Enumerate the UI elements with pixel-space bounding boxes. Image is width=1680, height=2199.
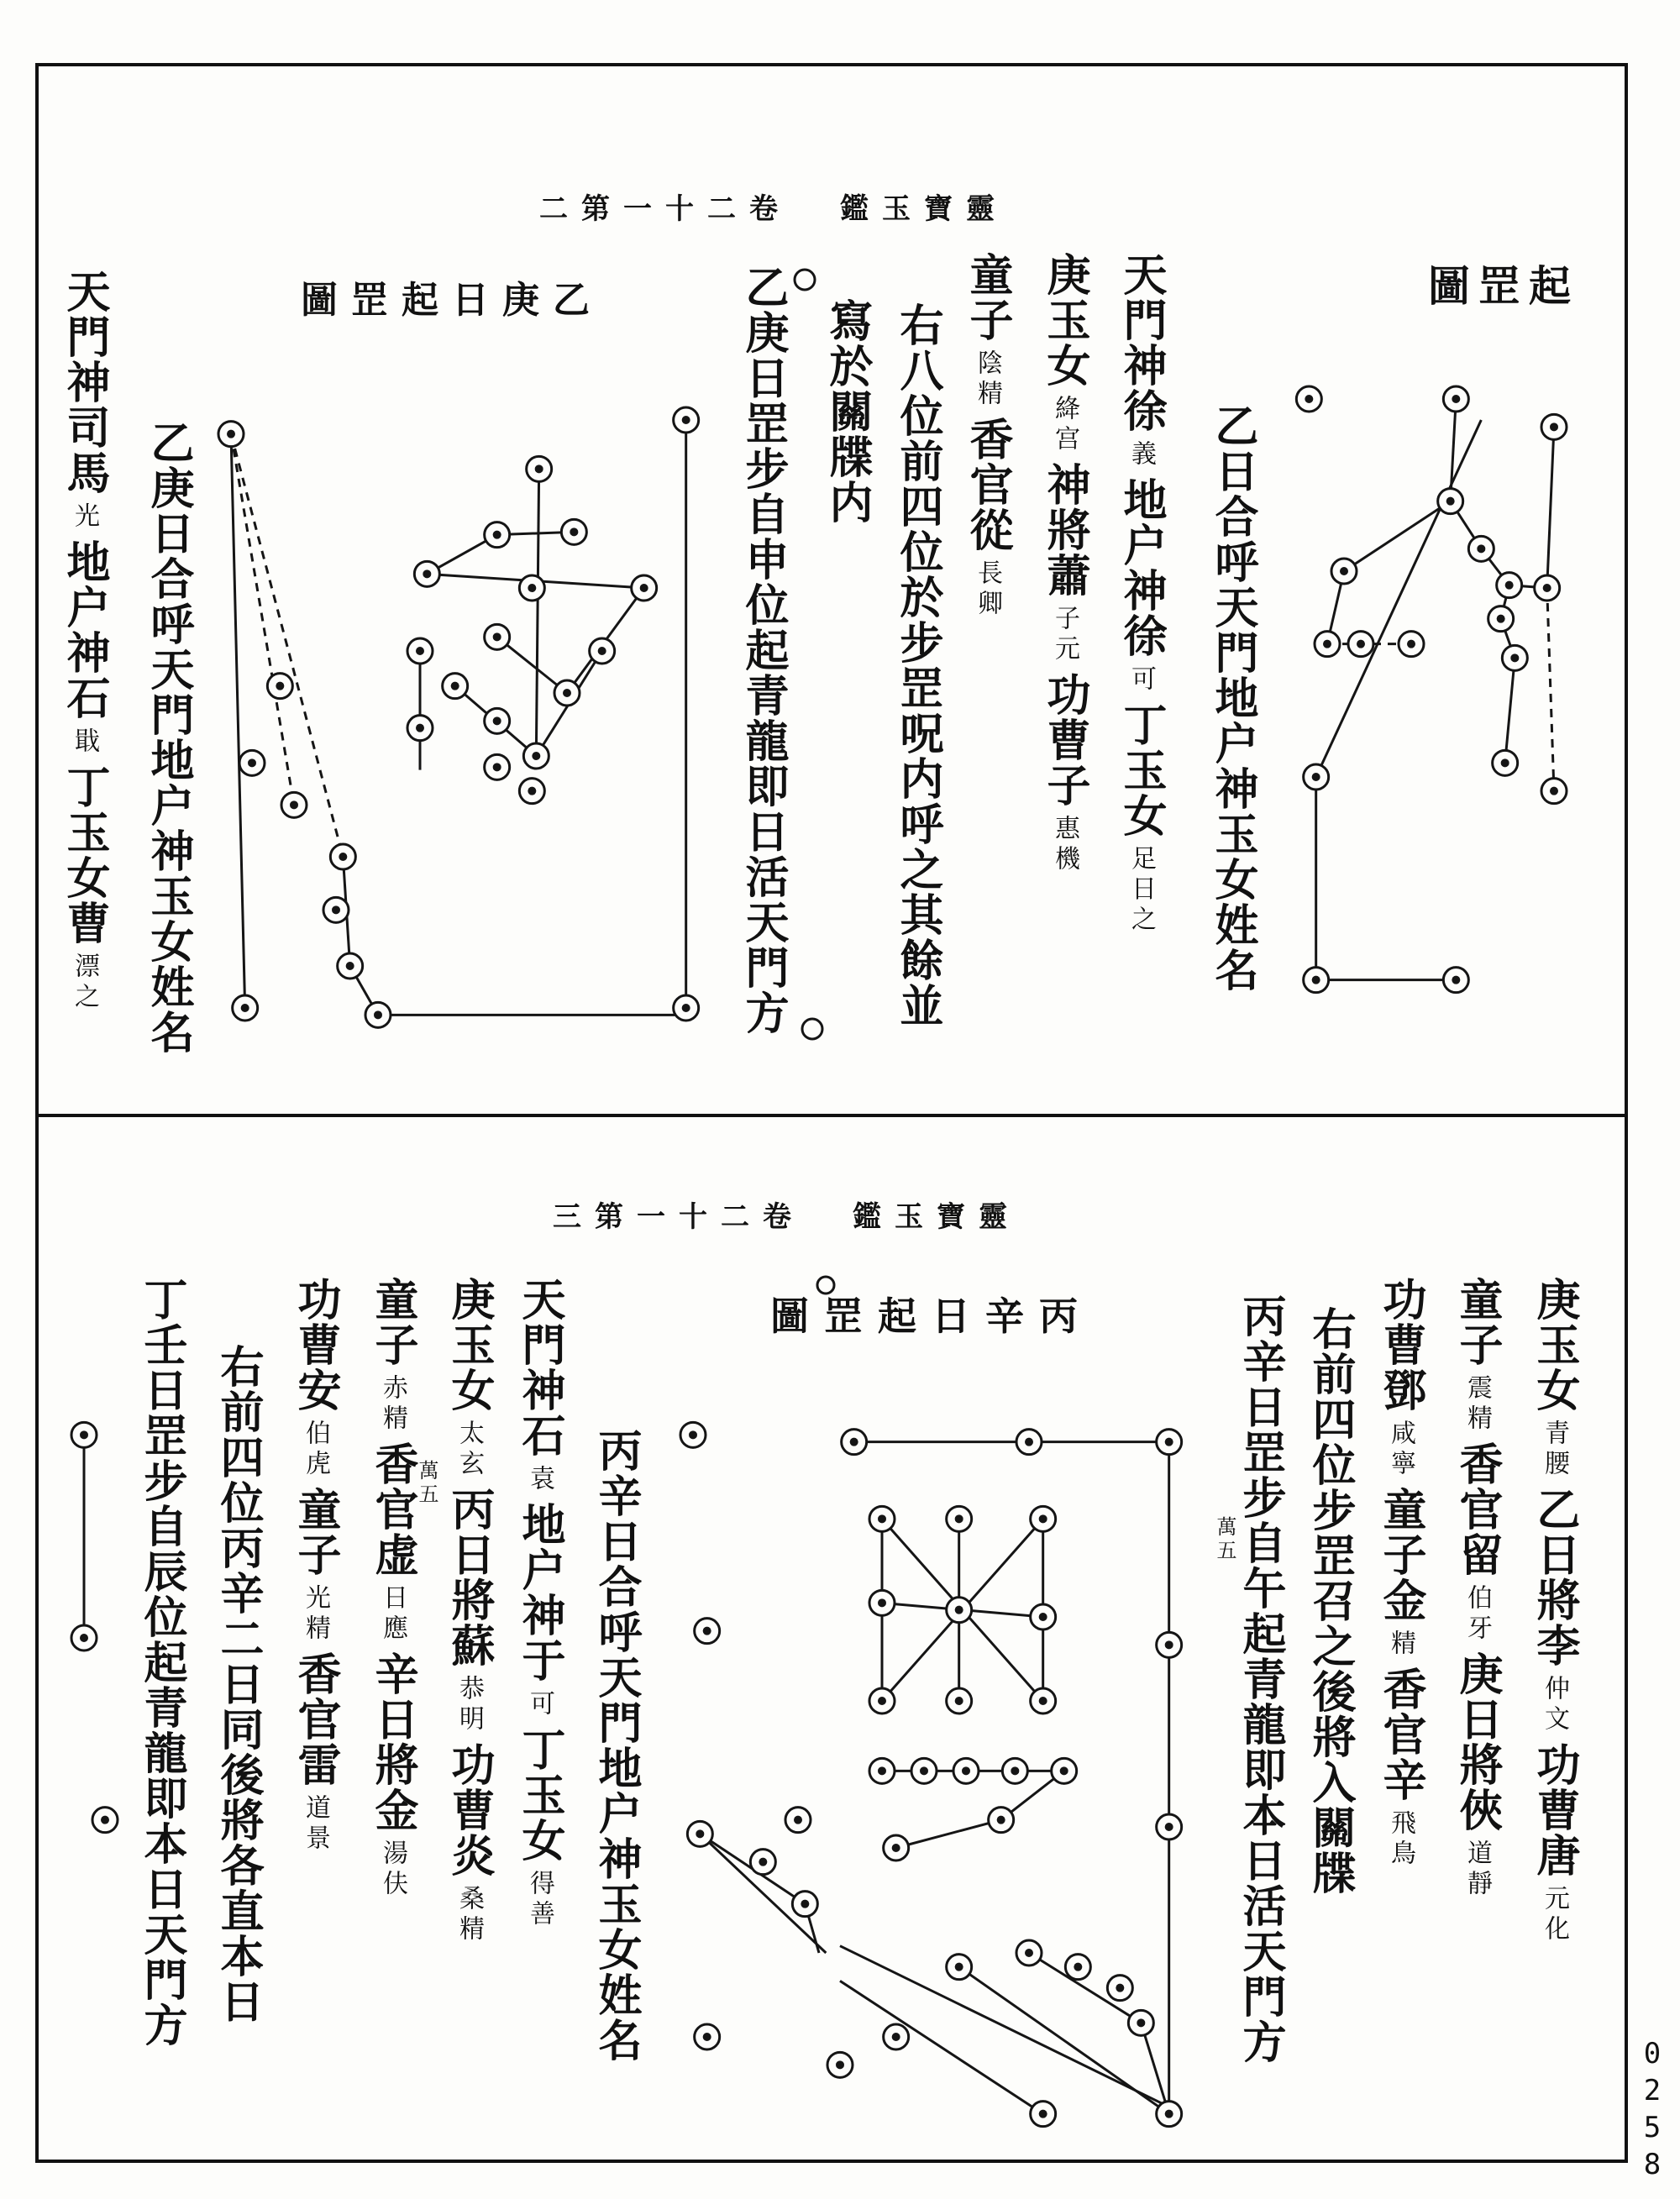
- annotation-note: 陰精: [973, 349, 1002, 410]
- header-volume: 卷二十一: [637, 1200, 805, 1234]
- text-column: [367, 1277, 418, 1907]
- text-column: [1235, 1294, 1286, 2065]
- header-page: 第二: [539, 192, 623, 226]
- column-text: 童子: [1452, 1277, 1503, 1367]
- column-text: 香官辛: [1375, 1666, 1426, 1803]
- column-text: 童子: [367, 1277, 418, 1367]
- page-number: 0258: [1635, 2037, 1669, 2185]
- annotation-note: 仲文: [1540, 1675, 1569, 1735]
- annotation-note: 道景: [301, 1794, 330, 1855]
- column-text: 右前四位步罡召之後將入關牒: [1305, 1306, 1356, 1896]
- column-text: 功曹子: [1039, 672, 1090, 808]
- column-text: 香官留: [1452, 1441, 1503, 1577]
- header-page: 第三: [553, 1200, 637, 1234]
- text-column: [1039, 252, 1090, 882]
- column-text: 庚玉女: [1529, 1277, 1580, 1413]
- column-text: 乙庚日合呼天門地户神玉女姓名: [143, 420, 194, 1055]
- column-text: 功曹鄧: [1375, 1277, 1426, 1413]
- annotation-note: 恭明: [454, 1675, 484, 1735]
- column-text: 庚玉女: [444, 1277, 495, 1413]
- text-column: [892, 302, 943, 1028]
- column-text: 功曹安: [290, 1277, 341, 1413]
- column-text: 天門神石: [514, 1277, 565, 1458]
- column-text: 地户神于: [514, 1502, 565, 1683]
- text-column: [290, 1277, 341, 1861]
- annotation-note: 絳宫: [1050, 395, 1079, 455]
- text-column: [1452, 1277, 1503, 1907]
- column-text: 香官從: [962, 417, 1013, 553]
- annotation-note: 伯虎: [301, 1420, 330, 1480]
- column-text: 天門神徐: [1116, 252, 1167, 433]
- bingxin-diagram-title: 丙辛日起罡圖: [770, 1294, 1093, 1339]
- text-column: [136, 1277, 187, 2048]
- column-text: 天門神司馬: [59, 269, 110, 496]
- text-column: [1207, 403, 1258, 993]
- header-volume: 卷二十一: [623, 192, 791, 226]
- annotation-note: 道靜: [1462, 1839, 1492, 1900]
- column-text: 地户神徐: [1116, 477, 1167, 659]
- annotation-note: 精: [1386, 1630, 1415, 1660]
- annotation-note: 元化: [1540, 1885, 1569, 1945]
- text-column: [444, 1277, 495, 1952]
- column-text: 神將蕭: [1039, 462, 1090, 598]
- column-text: 丙日將蘇: [444, 1487, 495, 1668]
- text-column: [213, 1344, 264, 2024]
- column-text: 丙辛日罡步自午起青龍即本日活天門方: [1235, 1294, 1286, 2065]
- text-column: [1305, 1306, 1356, 1896]
- annotation-note: 震精: [1462, 1374, 1492, 1435]
- column-text: 丁壬日罡步自辰位起青龍即本日天門方: [136, 1277, 187, 2048]
- text-column: [1375, 1277, 1426, 1876]
- column-text: 丁玉女: [1116, 702, 1167, 838]
- running-header-volume: [553, 1200, 805, 1234]
- text-column: [962, 252, 1013, 627]
- annotation-note: 可: [1126, 665, 1156, 695]
- text-column: [1116, 252, 1167, 942]
- annotation-note: 惠機: [1050, 815, 1079, 875]
- text-column: [591, 1428, 642, 2063]
- annotation-note: 赤精: [378, 1374, 407, 1435]
- column-text: 丁玉女: [514, 1727, 565, 1863]
- annotation-note: 湯伕: [378, 1839, 407, 1900]
- column-text: 右前四位丙辛二日同後將各直本日: [213, 1344, 264, 2024]
- diagram-note: 萬五: [1213, 1516, 1236, 1563]
- column-text: 童子: [290, 1487, 341, 1577]
- annotation-note: 袁: [525, 1465, 554, 1495]
- text-column: [822, 298, 873, 525]
- annotation-note: 咸寧: [1386, 1420, 1415, 1480]
- annotation-note: 長卿: [973, 559, 1002, 620]
- column-text: 地户神石: [59, 539, 110, 721]
- annotation-note: 子元: [1050, 605, 1079, 665]
- annotation-note: 光: [70, 502, 99, 533]
- column-text: 功曹唐: [1529, 1742, 1580, 1878]
- header-book-title: 靈寶玉鑑: [840, 192, 1008, 226]
- annotation-note: 太玄: [454, 1420, 484, 1480]
- yigeng-diagram-title: 乙庚日起罡圖: [301, 279, 603, 322]
- column-text: 香官雷: [290, 1651, 341, 1787]
- column-text: 丁玉女曹: [59, 764, 110, 946]
- text-column: [1529, 1277, 1580, 1952]
- annotation-note: 得善: [525, 1870, 554, 1930]
- annotation-note: 漂之: [70, 953, 99, 1013]
- column-text: 功曹炎: [444, 1742, 495, 1878]
- annotation-note: 桑精: [454, 1885, 484, 1945]
- annotation-note: 伯牙: [1462, 1584, 1492, 1645]
- annotation-note: 日應: [378, 1584, 407, 1645]
- column-text: 乙日合呼天門地户神玉女姓名: [1207, 403, 1258, 993]
- column-text: 乙日將李: [1529, 1487, 1580, 1668]
- annotation-note: 青腰: [1540, 1420, 1569, 1480]
- qigang-chart-title: 起罡圖: [1428, 261, 1579, 311]
- text-column: [143, 420, 194, 1055]
- column-text: 童子: [962, 252, 1013, 343]
- annotation-note: 義: [1126, 440, 1156, 470]
- page-divider: [35, 1114, 1628, 1117]
- annotation-note: 可: [525, 1690, 554, 1720]
- column-text: 辛日將金: [367, 1651, 418, 1833]
- text-column: [738, 265, 789, 1036]
- annotation-note: 戢: [70, 727, 99, 758]
- header-book-title: 靈寶玉鑑: [853, 1200, 1021, 1234]
- column-text: 香官虚: [367, 1441, 418, 1577]
- diagram-note: 萬五: [415, 1460, 438, 1507]
- column-text: 庚日將俠: [1452, 1651, 1503, 1833]
- column-text: 乙庚日罡步自申位起青龍即日活天門方: [738, 265, 789, 1036]
- column-text: 童子金: [1375, 1487, 1426, 1623]
- annotation-note: 光精: [301, 1584, 330, 1645]
- annotation-note: 飛鳥: [1386, 1809, 1415, 1870]
- column-text: 寫於關牒内: [822, 298, 873, 525]
- text-column: [514, 1277, 565, 1937]
- running-header-volume: [539, 192, 791, 226]
- column-text: 右八位前四位於步罡呪内呼之其餘並: [892, 302, 943, 1028]
- text-column: [59, 269, 110, 1020]
- column-text: 庚玉女: [1039, 252, 1090, 388]
- column-text: 丙辛日合呼天門地户神玉女姓名: [591, 1428, 642, 2063]
- annotation-note: 足日之: [1126, 845, 1156, 936]
